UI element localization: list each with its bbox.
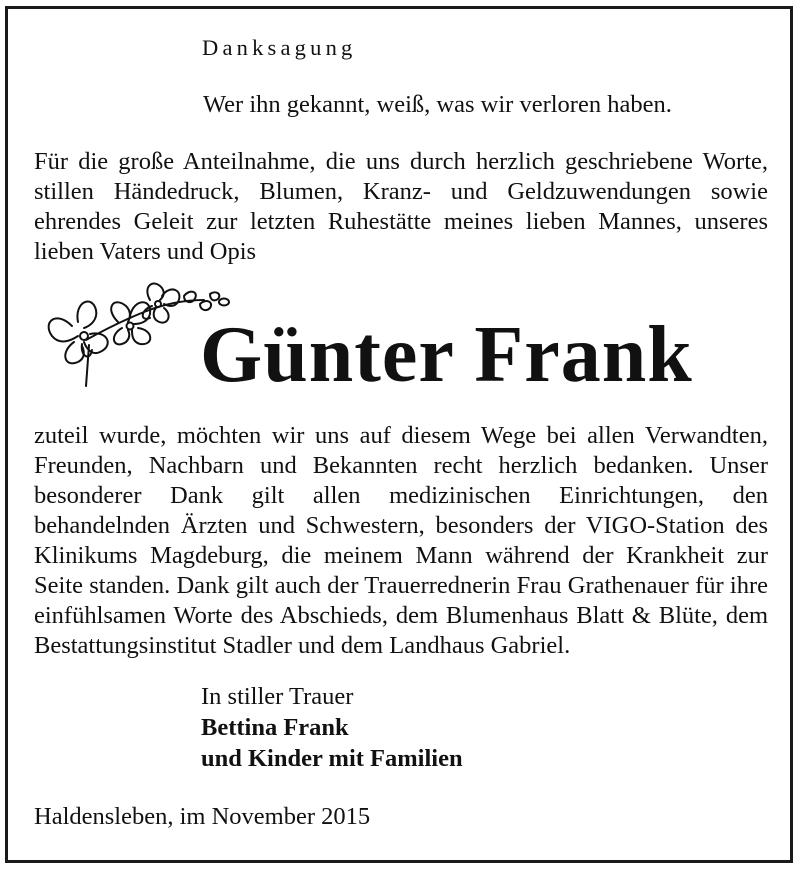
signature-family: und Kinder mit Familien xyxy=(201,745,463,772)
notice-heading: Danksagung xyxy=(202,35,357,60)
place-date: Haldensleben, im November 2015 xyxy=(34,803,371,830)
signature-intro: In stiller Trauer xyxy=(201,683,354,710)
body-paragraph: zuteil wurde, möchten wir uns auf diesem Wege bei allen Verwandten, Freunden, Nachbarn und Bekannten recht herzlich bedanken. Unser besonderer Dank gilt allen medizinischen Einrichtungen, den behandelnden Ärzten und Schwestern, besonders der VIGO-Station des Klinikums Magdeburg, die meinem Mann während der Krankheit zur Seite standen. Dank gilt auch der Trauerrednerin Frau Grathenauer für ihre einfühlsamen Worte des Abschieds, dem Blumenhaus Blatt & Blüte, dem Bestattungsinstitut Stadler und dem Landhaus Gabriel. xyxy=(34,422,768,659)
intro-paragraph: Für die große Anteilnahme, die uns durch herzlich geschriebene Worte, stillen Händedruck, Blumen, Kranz- und Geldzuwendungen sowie ehrendes Geleit zur letzten Ruhestätte meines lieben Mannes, unseres lieben Vaters und Opis xyxy=(34,148,768,265)
deceased-name: Günter Frank xyxy=(200,311,693,399)
notice-motto: Wer ihn gekannt, weiß, was wir verloren haben. xyxy=(203,91,672,118)
signature-name: Bettina Frank xyxy=(201,714,349,741)
